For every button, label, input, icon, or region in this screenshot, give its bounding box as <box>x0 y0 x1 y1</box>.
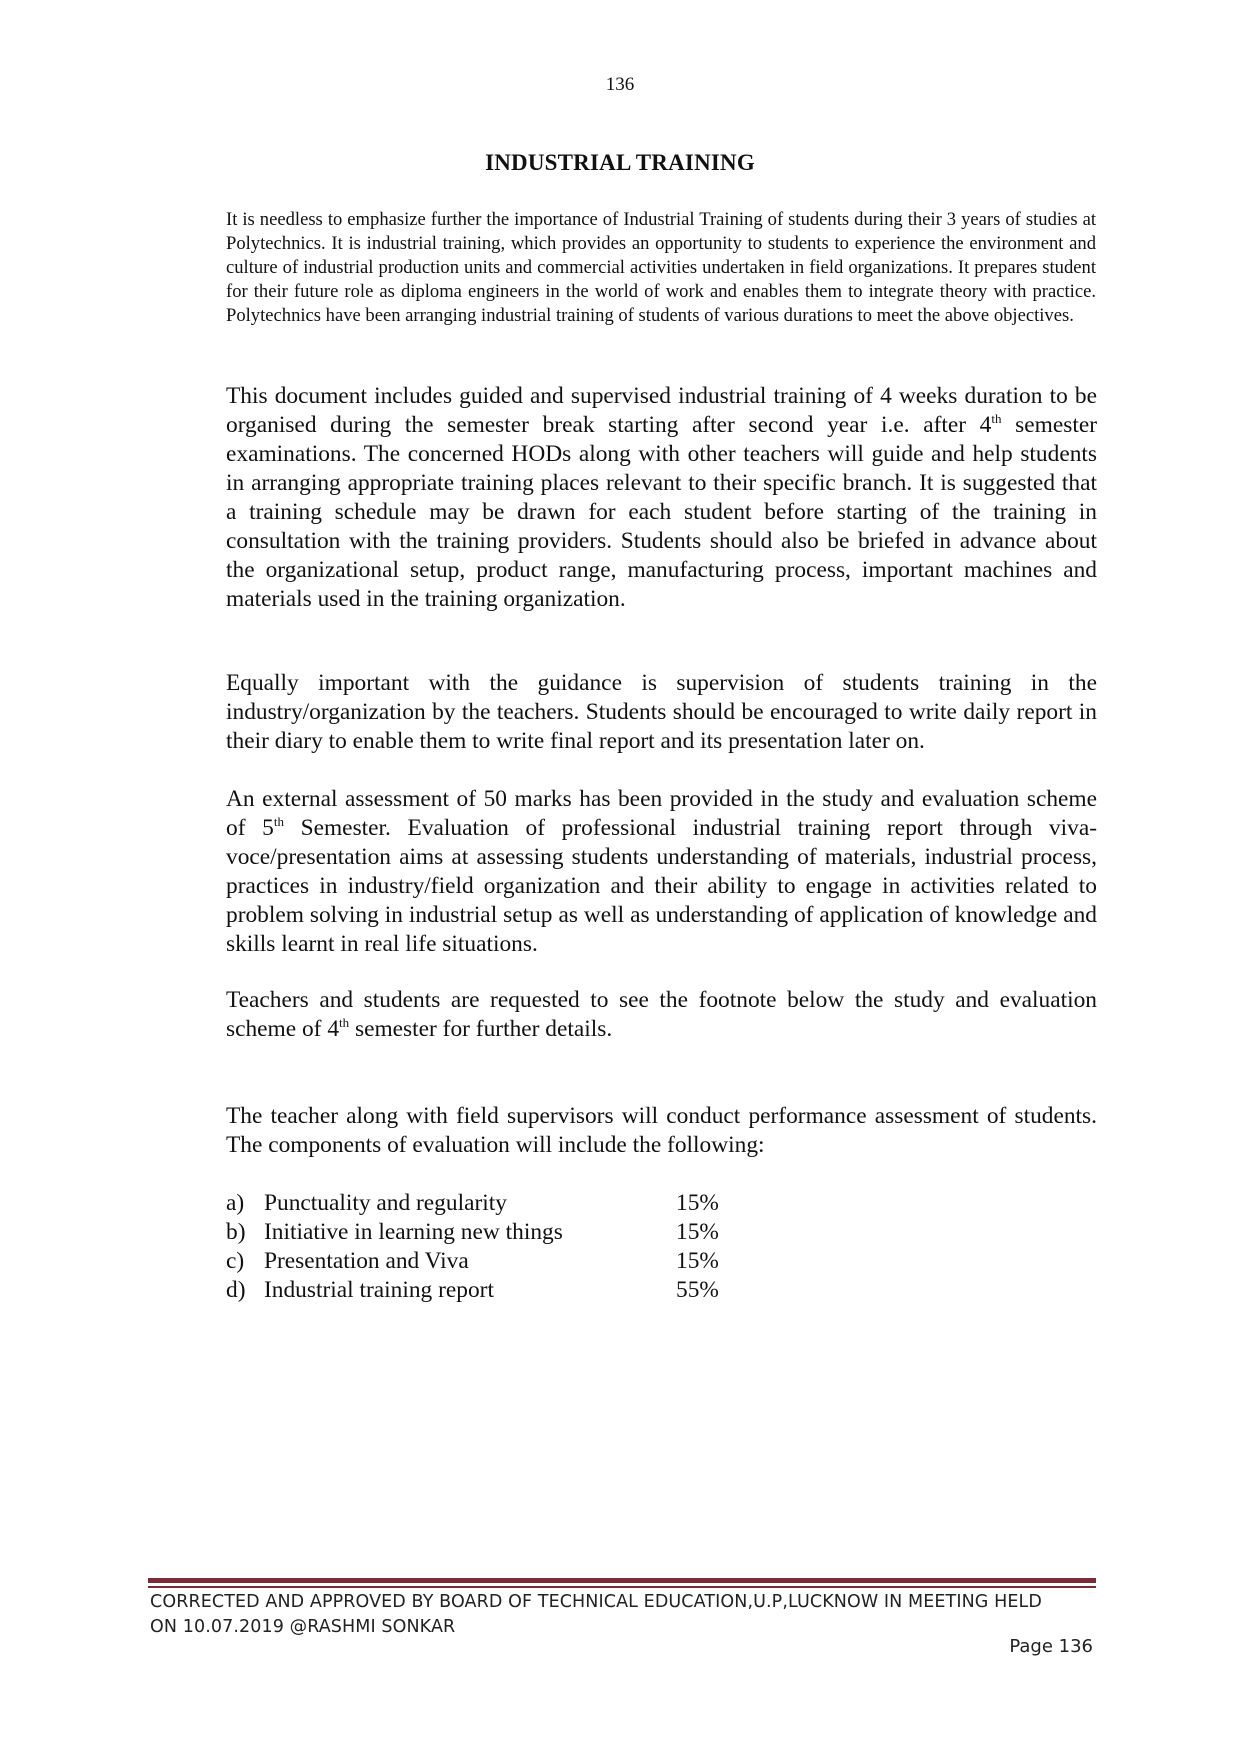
paragraph-external-assessment <box>226 785 1097 959</box>
ordinal-suffix: th <box>991 411 1002 426</box>
evaluation-list <box>226 1189 786 1305</box>
list-marker: b) <box>226 1219 246 1245</box>
paragraph-text: semester for further details. <box>349 1016 613 1042</box>
ordinal-suffix: th <box>339 1015 350 1030</box>
paragraph-text: An external assessment of 50 marks has been provided in the study and evaluation scheme of 5 <box>226 786 1097 841</box>
list-label: Presentation and Viva <box>264 1248 469 1274</box>
paragraph-footnote-reference <box>226 986 1097 1044</box>
paragraph-text: Semester. Evaluation of professional industrial training report through viva-voce/presentation aims at assessing students understanding of materials, industrial process, practices in industry/field organization and their ability to engage in activities related to problem solving in industrial setup as well as understanding of application of knowledge and skills learnt in real life situations. <box>226 815 1097 957</box>
intro-paragraph: It is needless to emphasize further the importance of Industrial Training of students during their 3 years of studies at Polytechnics. It is industrial training, which provides an opportunity to students to experience the environment and culture of industrial production units and commercial activities undertaken in field organizations. It prepares student for their future role as diploma engineers in the world of work and enables them to integrate theory with practice. Polytechnics have been arranging industrial training of students of various durations to meet the above objectives. <box>226 209 1096 326</box>
footer-line: CORRECTED AND APPROVED BY BOARD OF TECHNICAL EDUCATION,U.P,LUCKNOW IN MEETING HELD <box>150 1592 1042 1612</box>
list-marker: a) <box>226 1190 245 1216</box>
paragraph-evaluation-intro: The teacher along with field supervisors will conduct performance assessment of students. The components of evaluation will include the following: <box>226 1103 1097 1158</box>
ordinal-suffix: th <box>273 814 284 829</box>
footer-divider <box>148 1586 1096 1588</box>
paragraph-text: Teachers and students are requested to see the footnote below the study and evaluation scheme of 4 <box>226 987 1097 1042</box>
list-percentage: 15% <box>676 1190 719 1216</box>
list-item <box>226 1276 786 1305</box>
list-marker: c) <box>226 1248 245 1274</box>
list-item <box>226 1247 786 1276</box>
list-marker: d) <box>226 1277 246 1303</box>
page-title: INDUSTRIAL TRAINING <box>485 150 755 175</box>
page-number-top: 136 <box>605 74 635 95</box>
list-percentage: 15% <box>676 1248 719 1274</box>
list-label: Initiative in learning new things <box>264 1219 563 1245</box>
paragraph-text: This document includes guided and supervised industrial training of 4 weeks duration to be organised during the semester break starting after second year i.e. after 4 <box>226 383 1097 438</box>
list-percentage: 55% <box>676 1277 719 1303</box>
paragraph-text: semester examinations. The concerned HODs along with other teachers will guide and help students in arranging appropriate training places relevant to their specific branch. It is suggested that a training schedule may be drawn for each student before starting of the training in consultation with the training providers. Students should also be briefed in advance about the organizational setup, product range, manufacturing process, important machines and materials used in the training organization. <box>226 412 1097 612</box>
list-item <box>226 1189 786 1218</box>
paragraph-training-duration <box>226 382 1097 614</box>
footer-line: ON 10.07.2019 @RASHMI SONKAR <box>150 1617 456 1637</box>
paragraph-supervision: Equally important with the guidance is supervision of students training in the industry/organization by the teachers. Students should be encouraged to write daily report in their diary to enable them to write final report and its presentation later on. <box>226 670 1097 754</box>
footer-approval-note <box>150 1590 1100 1640</box>
footer-page-number: Page 136 <box>1009 1636 1093 1657</box>
list-label: Punctuality and regularity <box>264 1190 507 1216</box>
footer-divider <box>148 1578 1096 1583</box>
list-label: Industrial training report <box>264 1277 494 1303</box>
list-percentage: 15% <box>676 1219 719 1245</box>
list-item <box>226 1218 786 1247</box>
